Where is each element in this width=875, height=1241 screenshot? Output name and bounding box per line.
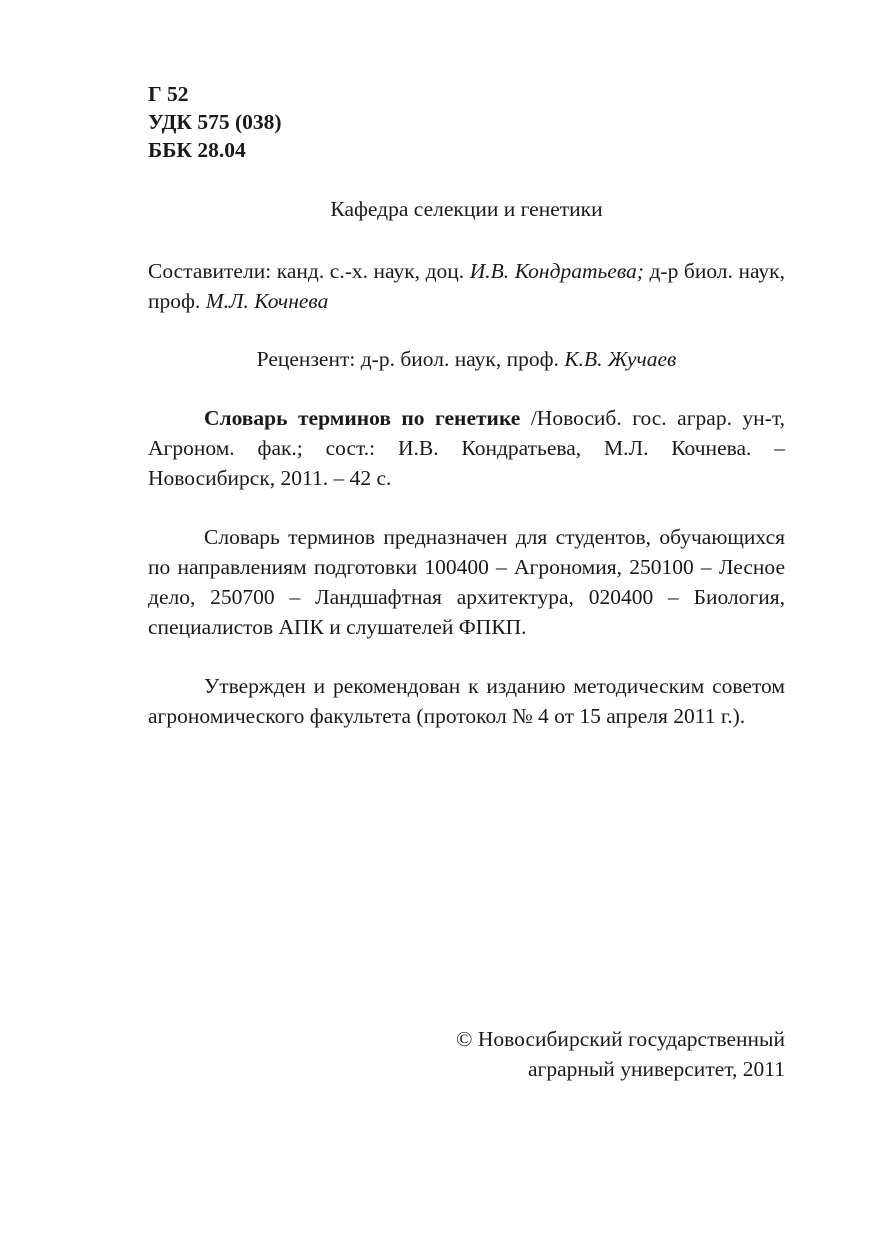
- reviewer-name: К.В. Жучаев: [564, 347, 677, 371]
- book-title: Словарь терминов по генетике: [204, 406, 521, 430]
- compilers-middle: д-р биол. наук, проф.: [148, 259, 785, 313]
- bibliographic-record: [148, 403, 785, 493]
- author-sign: Г 52: [148, 82, 189, 106]
- compiler-name-2: М.Л. Кочнева: [205, 289, 329, 313]
- bbk-code: ББК 28.04: [148, 138, 246, 162]
- compilers-line: [148, 256, 785, 316]
- copyright-line-1: © Новосибирский государственный: [456, 1027, 785, 1051]
- reviewer-line: [148, 344, 785, 374]
- reviewer-prefix: Рецензент: д-р. биол. наук, проф.: [256, 347, 565, 371]
- classification-codes: [148, 80, 785, 164]
- compiler-name-1: И.В. Кондратьева;: [469, 259, 644, 283]
- department-name: Кафедра селекции и генетики: [330, 197, 603, 221]
- copyright-notice: [456, 1024, 785, 1084]
- imprint-page: [148, 80, 785, 731]
- compilers-prefix: Составители: канд. с.-х. наук, доц.: [148, 259, 470, 283]
- copyright-line-2: аграрный университет, 2011: [527, 1057, 785, 1081]
- udk-code: УДК 575 (038): [148, 110, 282, 134]
- bibliographic-details: /Новосиб. гос. аграр. ун-т, Агроном. фак.; сост.: И.В. Кондратьева, М.Л. Кочнева. – Новосибирск, 2011. – 42 с.: [148, 406, 785, 490]
- approval-paragraph: Утвержден и рекомендован к изданию методическим советом агрономического факультета (протокол № 4 от 15 апреля 2011 г.).: [148, 674, 785, 728]
- annotation-paragraph: Словарь терминов предназначен для студентов, обучающихся по направлениям подготовки 100400 – Агрономия, 250100 – Лесное дело, 250700 – Ландшафтная архитектура, 020400 – Биология, специалистов АПК и слушателей ФПКП.: [148, 525, 785, 639]
